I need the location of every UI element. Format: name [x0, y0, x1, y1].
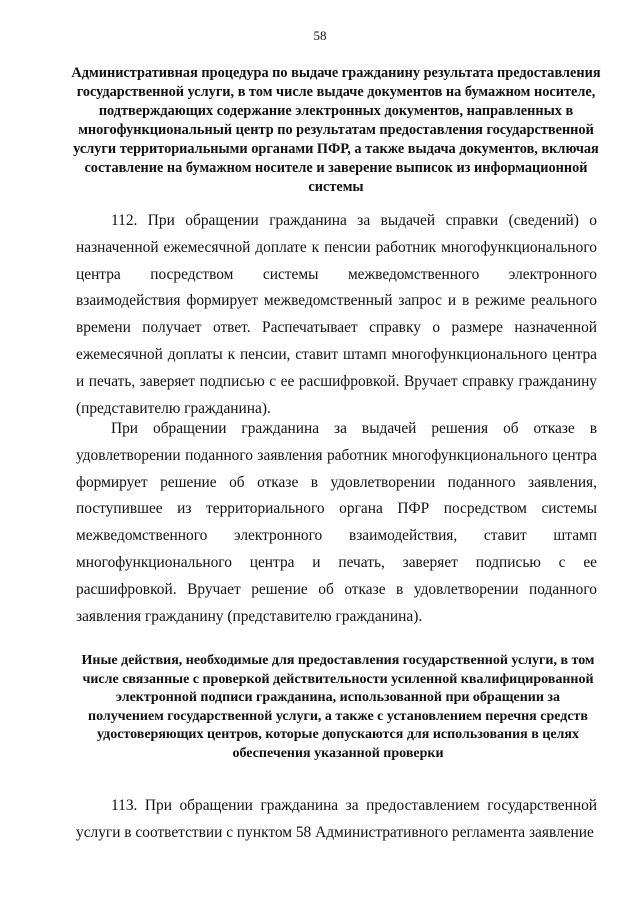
paragraph-113: 113. При обращении гражданина за предоставлением государственной услуги в соответствии с пунктом 58 Административного регламента заявление	[76, 797, 597, 841]
page-number: 58	[313, 28, 327, 43]
section-heading-issuance-procedure: Административная процедура по выдаче гражданину результата предоставления государственной услуги, в том числе выдаче документов на бумажном носителе, подтверждающих содержание электронных документов, направленных в многофункциональный центр по результатам предоставления государственной услуги территориальными органами ПФР, а также выдача документов, включая составление на бумажном носителе и заверение выписок из информационной системы	[71, 65, 601, 195]
paragraph-112-refusal: При обращении гражданина за выдачей решения об отказе в удовлетворении поданного заявления работник многофункционального центра формирует решение об отказе в удовлетворении поданного заявления, поступившее из территориального органа ПФР посредством системы межведомственного электронного взаимодействия, ставит штамп многофункционального центра и печать, заверяет подписью с ее расшифровкой. Вручает решение об отказе в удовлетворении поданного заявления гражданину (представителю гражданина).	[76, 420, 597, 625]
paragraph-112: 112. При обращении гражданина за выдачей справки (сведений) о назначенной ежемесячной доплате к пенсии работник многофункционального центра посредством системы межведомственного электронного взаимодействия формирует межведомственный запрос и в режиме реального времени получает ответ. Распечатывает справку о размере назначенной ежемесячной доплаты к пенсии, ставит штамп многофункционального центра и печать, заверяет подписью с ее расшифровкой. Вручает справку гражданину (представителю гражданина).	[76, 212, 597, 417]
section-heading-other-actions: Иные действия, необходимые для предоставления государственной услуги, в том числе связанные с проверкой действительности усиленной квалифицированной электронной подписи гражданина, использованной при обращении за получением государственной услуги, а также с установлением перечня средств удостоверяющих центров, которые допускаются для использования в целях обеспечения указанной проверки	[81, 653, 595, 761]
